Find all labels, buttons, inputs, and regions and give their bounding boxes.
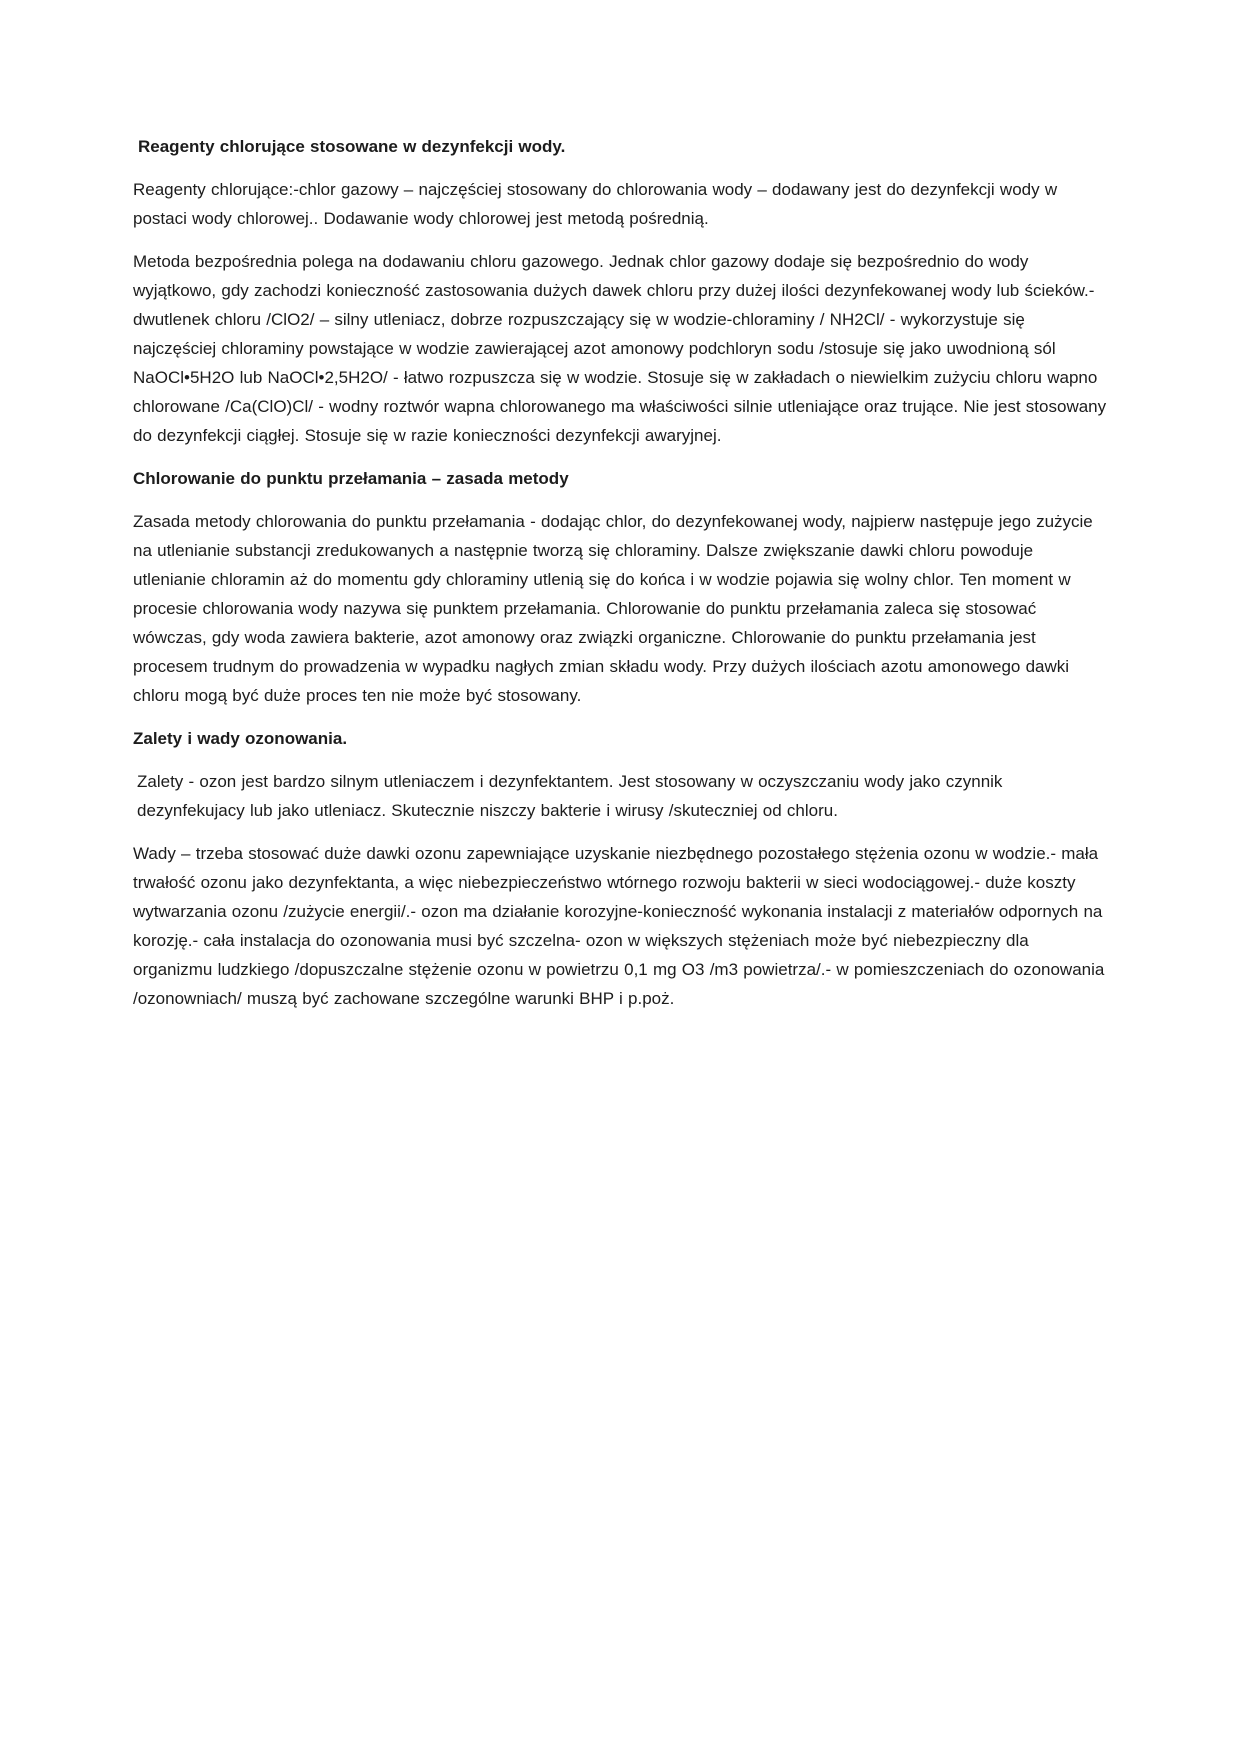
doc-paragraph-zasada-metody: Zasada metody chlorowania do punktu przełamania - dodając chlor, do dezynfekowanej wody, najpierw następuje jego zużycie na utlenianie substancji zredukowanych a następnie tworzą się chloraminy. Dalsze zwiększanie dawki chloru powoduje utlenianie chloramin aż do momentu gdy chloraminy utlenią się do końca i w wodzie pojawia się wolny chlor. Ten moment w procesie chlorowania wody nazywa się punktem przełamania. Chlorowanie do punktu przełamania zaleca się stosować wówczas, gdy woda zawiera bakterie, azot amonowy oraz związki organiczne. Chlorowanie do punktu przełamania jest procesem trudnym do prowadzenia w wypadku nagłych zmian składu wody. Przy dużych ilościach azotu amonowego dawki chloru mogą być duże proces ten nie może być stosowany. xyxy=(133,512,1093,705)
doc-heading-reagenty-chlorujace: Reagenty chlorujące stosowane w dezynfekcji wody. xyxy=(138,137,566,156)
doc-paragraph-zalety-ozonu: Zalety - ozon jest bardzo silnym utleniaczem i dezynfektantem. Jest stosowany w oczyszczaniu wody jako czynnik dezynfekujacy lub jako utleniacz. Skutecznie niszczy bakterie i wirusy /skuteczniej od chloru. xyxy=(137,772,1003,820)
doc-heading-chlorowanie-punkt-przelamania: Chlorowanie do punktu przełamania – zasada metody xyxy=(133,469,569,488)
doc-heading-zalety-wady-ozonowania: Zalety i wady ozonowania. xyxy=(133,729,348,748)
doc-paragraph-wady-ozonu: Wady – trzeba stosować duże dawki ozonu zapewniające uzyskanie niezbędnego pozostałego stężenia ozonu w wodzie.- mała trwałość ozonu jako dezynfektanta, a więc niebezpieczeństwo wtórnego rozwoju bakterii w sieci wodociągowej.- duże koszty wytwarzania ozonu /zużycie energii/.- ozon ma działanie korozyjne-konieczność wykonania instalacji z materiałów odpornych na korozję.- cała instalacja do ozonowania musi być szczelna- ozon w większych stężeniach może być niebezpieczny dla organizmu ludzkiego /dopuszczalne stężenie ozonu w powietrzu 0,1 mg O3 /m3 powietrza/.- w pomieszczeniach do ozonowania /ozonowniach/ muszą być zachowane szczególne warunki BHP i p.poż. xyxy=(133,844,1105,1008)
doc-paragraph-reagenty-intro: Reagenty chlorujące:-chlor gazowy – najczęściej stosowany do chlorowania wody – dodawany jest do dezynfekcji wody w postaci wody chlorowej.. Dodawanie wody chlorowej jest metodą pośrednią. xyxy=(133,180,1058,228)
doc-paragraph-metoda-bezposrednia: Metoda bezpośrednia polega na dodawaniu chloru gazowego. Jednak chlor gazowy dodaje się bezpośrednio do wody wyjątkowo, gdy zachodzi konieczność zastosowania dużych dawek chloru przy dużej ilości dezynfekowanej wody lub ścieków.-dwutlenek chloru /ClO2/ – silny utleniacz, dobrze rozpuszczający się w wodzie-chloraminy / NH2Cl/ - wykorzystuje się najczęściej chloraminy powstające w wodzie zawierającej azot amonowy podchloryn sodu /stosuje się jako uwodnioną sól NaOCl•5H2O lub NaOCl•2,5H2O/ - łatwo rozpuszcza się w wodzie. Stosuje się w zakładach o niewielkim zużyciu chloru wapno chlorowane /Ca(ClO)Cl/ - wodny roztwór wapna chlorowanego ma właściwości silnie utleniające oraz trujące. Nie jest stosowany do dezynfekcji ciągłej. Stosuje się w razie konieczności dezynfekcji awaryjnej. xyxy=(133,252,1107,445)
